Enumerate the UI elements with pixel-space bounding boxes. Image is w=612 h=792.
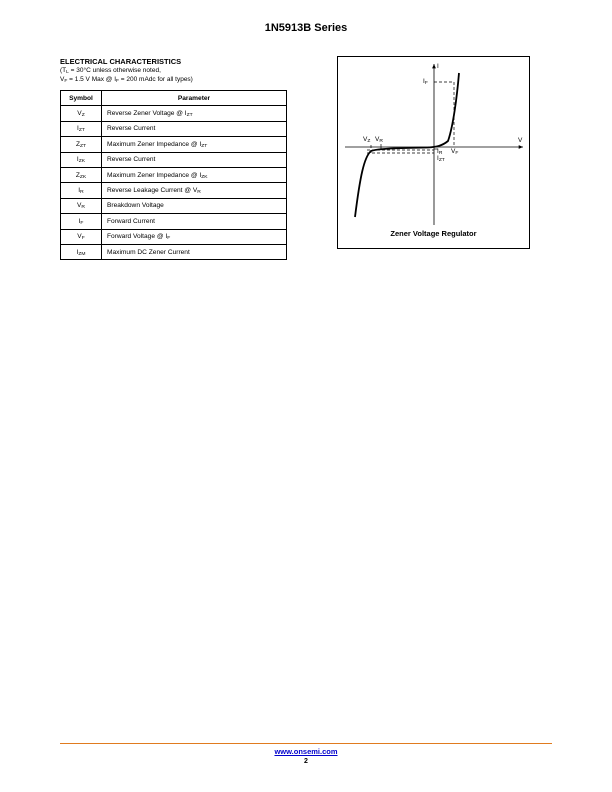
table-row [61,214,287,229]
page-title: 1N5913B Series [264,22,348,34]
symbol-cell: $V_R$ [61,198,102,213]
table-row [61,229,287,244]
column-header-symbol: Symbol [61,91,102,106]
ir-label: $I_R$ [437,148,443,157]
parameter-cell: Reverse Current [102,152,287,167]
symbol-cell: $I_{ZK}$ [61,152,102,167]
table-row [61,121,287,136]
table-row [61,167,287,182]
parameter-cell: Forward Current [102,214,287,229]
parameter-cell: Maximum DC Zener Current [102,244,287,259]
conditions-note-line1: ($T_L = 30^\circ C$ unless otherwise noted, [60,67,161,76]
website-link[interactable]: www.onsemi.com [274,747,338,756]
column-header-parameter: Parameter [102,91,287,106]
table-header-row [61,91,287,106]
symbol-cell: $Z_{ZT}$ [61,137,102,152]
parameter-cell: Reverse Current [102,121,287,136]
page-number: 2 [304,758,308,765]
symbol-cell: $V_Z$ [61,106,102,121]
parameter-cell: Breakdown Voltage [102,198,287,213]
symbol-cell: $V_F$ [61,229,102,244]
electrical-characteristics-table [60,90,287,260]
parameter-cell: Maximum Zener Impedance @ $I_{ZT}$ [102,137,287,152]
table-row [61,106,287,121]
if-label: $I_F$ [423,78,428,87]
i-axis-label: I [437,63,439,70]
section-heading: ELECTRICAL CHARACTERISTICS [60,57,182,66]
vf-label: $V_F$ [451,148,459,157]
conditions-note-line2: $V_F = 1.5$ V Max @ $I_F = 200$ mAdc for all types) [60,76,193,85]
table-row [61,183,287,198]
zener-characteristic-graph [337,56,530,249]
symbol-cell: $I_{ZT}$ [61,121,102,136]
electrical-characteristics-header [60,57,288,84]
vr-label: $V_R$ [375,136,383,145]
parameter-cell: Reverse Leakage Current @ $V_R$ [102,183,287,198]
symbol-cell: $Z_{ZK}$ [61,167,102,182]
table-row [61,152,287,167]
symbol-cell: $I_F$ [61,214,102,229]
footer-divider [60,743,552,744]
iv-curve [355,73,459,217]
izt-label: $I_{ZT}$ [437,155,445,164]
graph-caption: Zener Voltage Regulator [390,229,477,238]
table-row [61,137,287,152]
iv-curve-diagram [338,57,531,250]
parameter-cell: Maximum Zener Impedance @ $I_{ZK}$ [102,167,287,182]
parameter-cell: Reverse Zener Voltage @ $I_{ZT}$ [102,106,287,121]
vz-label: $V_Z$ [363,136,371,145]
symbol-cell: $I_{ZM}$ [61,244,102,259]
table-row [61,244,287,259]
v-axis-label: V [518,137,523,144]
parameter-cell: Forward Voltage @ $I_F$ [102,229,287,244]
symbol-cell: $I_R$ [61,183,102,198]
table-row [61,198,287,213]
